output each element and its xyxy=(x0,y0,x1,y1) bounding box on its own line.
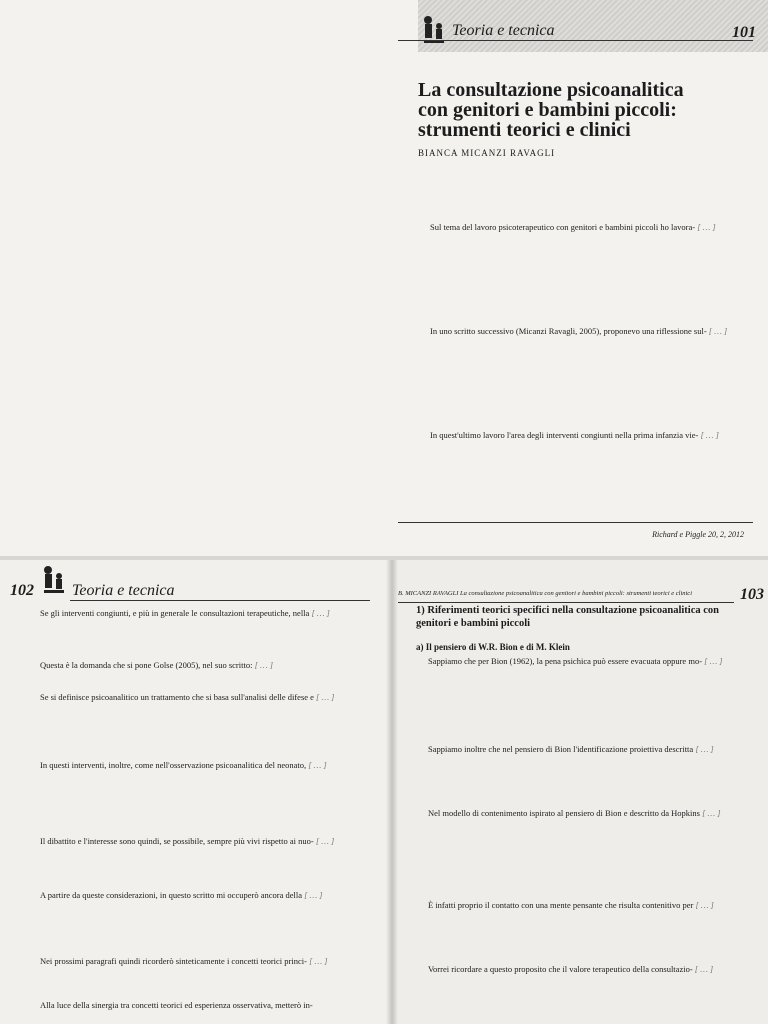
page-number: 103 xyxy=(740,586,764,603)
paragraph: Nel modello di contenimento ispirato al pensiero di Bion e descritto da Hopkins [ … ] xyxy=(428,808,721,818)
paragraph: A partire da queste considerazioni, in questo scritto mi occuperò ancora della [ … ] xyxy=(40,890,323,900)
paragraph: In questi interventi, inoltre, come nell'osservazione psicoanalitica del neonato, [ … ] xyxy=(40,760,327,770)
section-title: Teoria e tecnica xyxy=(72,582,175,599)
section-title: Teoria e tecnica xyxy=(452,22,555,39)
journal-citation: Richard e Piggle 20, 2, 2012 xyxy=(652,530,744,539)
header-rule xyxy=(398,40,753,41)
paragraph: Il dibattito e l'interesse sono quindi, se possibile, sempre più vivi rispetto ai nuo- [ … ] xyxy=(40,836,335,846)
paragraph: Questa è la domanda che si pone Golse (2005), nel suo scritto: [ … ] xyxy=(40,660,274,670)
footer-rule xyxy=(398,522,753,523)
paragraph: Sul tema del lavoro psicoterapeutico con genitori e bambini piccoli ho lavora- [ … ] xyxy=(430,222,716,232)
paragraph: Vorrei ricordare a questo proposito che il valore terapeutico della consultazio- [ … ] xyxy=(428,964,714,974)
paragraph: Nei prossimi paragrafi quindi ricorderò sinteticamente i concetti teorici princi- [ … ] xyxy=(40,956,328,966)
journal-logo-icon xyxy=(420,14,446,48)
paragraph: Se gli interventi congiunti, e più in generale le consultazioni terapeutiche, nella [ … ] xyxy=(40,608,330,618)
paragraph: Sappiamo inoltre che nel pensiero di Bion l'identificazione proiettiva descritta [ … ] xyxy=(428,744,714,754)
paragraph: In uno scritto successivo (Micanzi Ravagli, 2005), proponevo una riflessione sul- [ … ] xyxy=(430,326,728,336)
header-rule xyxy=(70,600,370,601)
page-103 xyxy=(392,560,768,1024)
page-gutter xyxy=(386,560,398,1024)
paragraph: In quest'ultimo lavoro l'area degli interventi congiunti nella prima infanzia vie- [ … ] xyxy=(430,430,719,440)
page-number: 102 xyxy=(10,582,34,599)
header-rule xyxy=(398,602,734,603)
paragraph: Alla luce della sinergia tra concetti teorici ed esperienza osservativa, metterò in- xyxy=(40,1000,313,1010)
running-head: B. MICANZI RAVAGLI La consultazione psicoanalitica con genitori e bambini piccoli: strumenti teorici e clinici xyxy=(398,590,692,597)
subsection-heading: a) Il pensiero di W.R. Bion e di M. Klein xyxy=(416,642,570,652)
paragraph: È infatti proprio il contatto con una mente pensante che risulta contenitivo per [ … ] xyxy=(428,900,714,910)
title-line: strumenti teorici e clinici xyxy=(418,119,631,141)
page-number: 101 xyxy=(732,24,756,41)
title-line: con genitori e bambini piccoli: xyxy=(418,99,677,121)
title-line: La consultazione psicoanalitica xyxy=(418,79,684,101)
article-title xyxy=(418,80,748,140)
section-heading: 1) Riferimenti teorici specifici nella consultazione psicoanalitica con genitori e bambini piccoli xyxy=(416,605,719,629)
page-102 xyxy=(0,560,392,1024)
author-name: BIANCA MICANZI RAVAGLI xyxy=(418,148,556,158)
journal-logo-icon xyxy=(40,564,66,598)
paragraph: Se si definisce psicoanalitico un trattamento che si basa sull'analisi delle difese e [ … ] xyxy=(40,692,335,702)
paragraph: Sappiamo che per Bion (1962), la pena psichica può essere evacuata oppure mo- [ … ] xyxy=(428,656,723,666)
